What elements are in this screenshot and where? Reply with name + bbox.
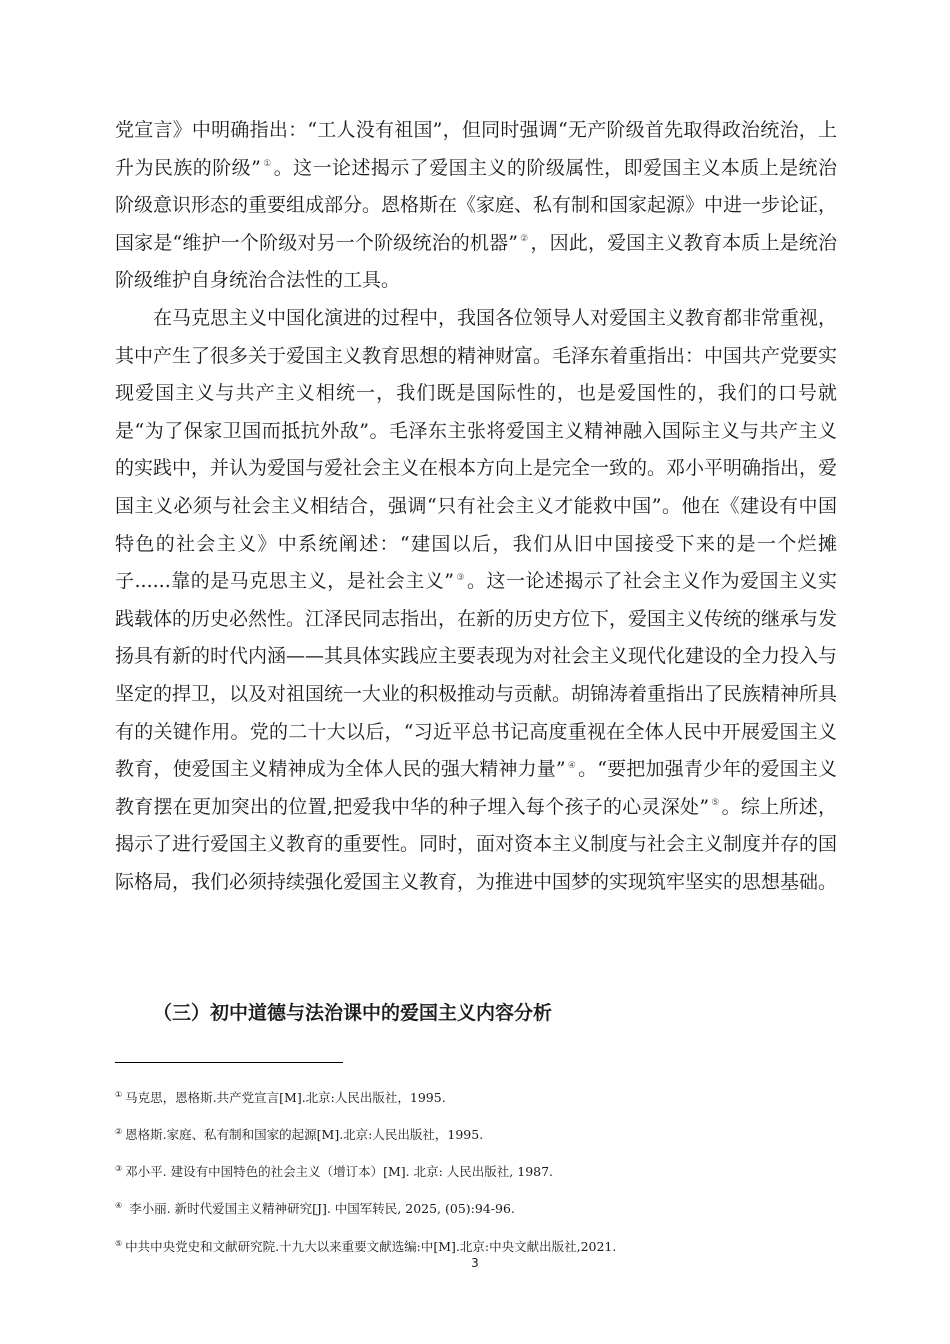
- footnote-ref-4[interactable]: ④: [567, 760, 577, 771]
- footnote-separator: [115, 1062, 343, 1063]
- footnote-ref-3[interactable]: ③: [455, 572, 466, 583]
- footnote-3: ③ 邓小平. 建设有中国特色的社会主义（增订本）[M]. 北京: 人民出版社, 1987.: [115, 1164, 554, 1180]
- footnote-ref-2[interactable]: ②: [520, 234, 529, 245]
- body-text: [115, 112, 837, 901]
- footnote-2: ② 恩格斯.家庭、私有制和国家的起源[M].北京:人民出版社，1995.: [115, 1127, 484, 1143]
- section-heading: （三）初中道德与法治课中的爱国主义内容分析: [153, 1002, 553, 1024]
- footnote-ref-5[interactable]: ⑤: [711, 798, 720, 809]
- footnotes: [115, 1078, 837, 1264]
- footnote-1: ① 马克思，恩格斯.共产党宣言[M].北京:人民出版社，1995.: [115, 1090, 446, 1106]
- paragraph-2: 在马克思主义中国化演进的过程中，我国各位领导人对爱国主义教育都非常重视，其中产生了很多关于爱国主义教育思想的精神财富。毛泽东着重指出：中国共产党要实现爱国主义与共产主义相统一，我们既是国际性的，也是爱国性的，我们的口号就是“为了保家卫国而抵抗外敌”。毛泽东主张将爱国主义精神融入国际主义与共产主义的实践中，并认为爱国与爱社会主义在根本方向上是完全一致的。邓小平明确指出，爱国主义必须与社会主义相结合，强调“只有社会主义才能救中国”。他在《建设有中国特色的社会主义》中系统阐述：“建国以后，我们从旧中国接受下来的是一个烂摊子......靠的是马克思主义，是社会主义” ③ 。这一论述揭示了社会主义作为爱国主义实践载体的历史必然性。江泽民同志指出，在新的历史方位下，爱国主义传统的继承与发扬具有新的时代内涵——其具体实践应主要表现为对社会主义现代化建设的全力投入与坚定的捍卫，以及对祖国统一大业的积极推动与贡献。胡锦涛着重指出了民族精神所具有的关键作用。党的二十大以后，“习近平总书记高度重视在全体人民中开展爱国主义教育，使爱国主义精神成为全体人民的强大精神力量” ④ 。“要把加强青少年的爱国主义教育摆在更加突出的位置,把爱我中华的种子埋入每个孩子的心灵深处” ⑤ 。综上所述，揭示了进行爱国主义教育的重要性。同时，面对资本主义制度与社会主义制度并存的国际格局，我们必须持续强化爱国主义教育，为推进中国梦的实现筑牢坚实的思想基础。: [115, 306, 838, 893]
- footnote-ref-1[interactable]: ①: [262, 159, 272, 170]
- footnote-5: ⑤ 中共中央党史和文献研究院.十九大以来重要文献选编:中[M].北京:中央文献出版社,2021.: [115, 1238, 617, 1254]
- footnote-4: ④ 李小丽. 新时代爱国主义精神研究[J]. 中国军转民, 2025, (05):94-96.: [115, 1201, 515, 1217]
- paragraph-1: 党宣言》中明确指出：“工人没有祖国”，但同时强调“无产阶级首先取得政治统治，上升为民族的阶级” ① 。这一论述揭示了爱国主义的阶级属性，即爱国主义本质上是统治阶级意识形态的重要组成部分。恩格斯在《家庭、私有制和国家起源》中进一步论证，国家是“维护一个阶级对另一个阶级统治的机器” ② ，因此，爱国主义教育本质上是统治阶级维护自身统治合法性的工具。: [115, 119, 838, 292]
- page-number: 3: [471, 1256, 479, 1270]
